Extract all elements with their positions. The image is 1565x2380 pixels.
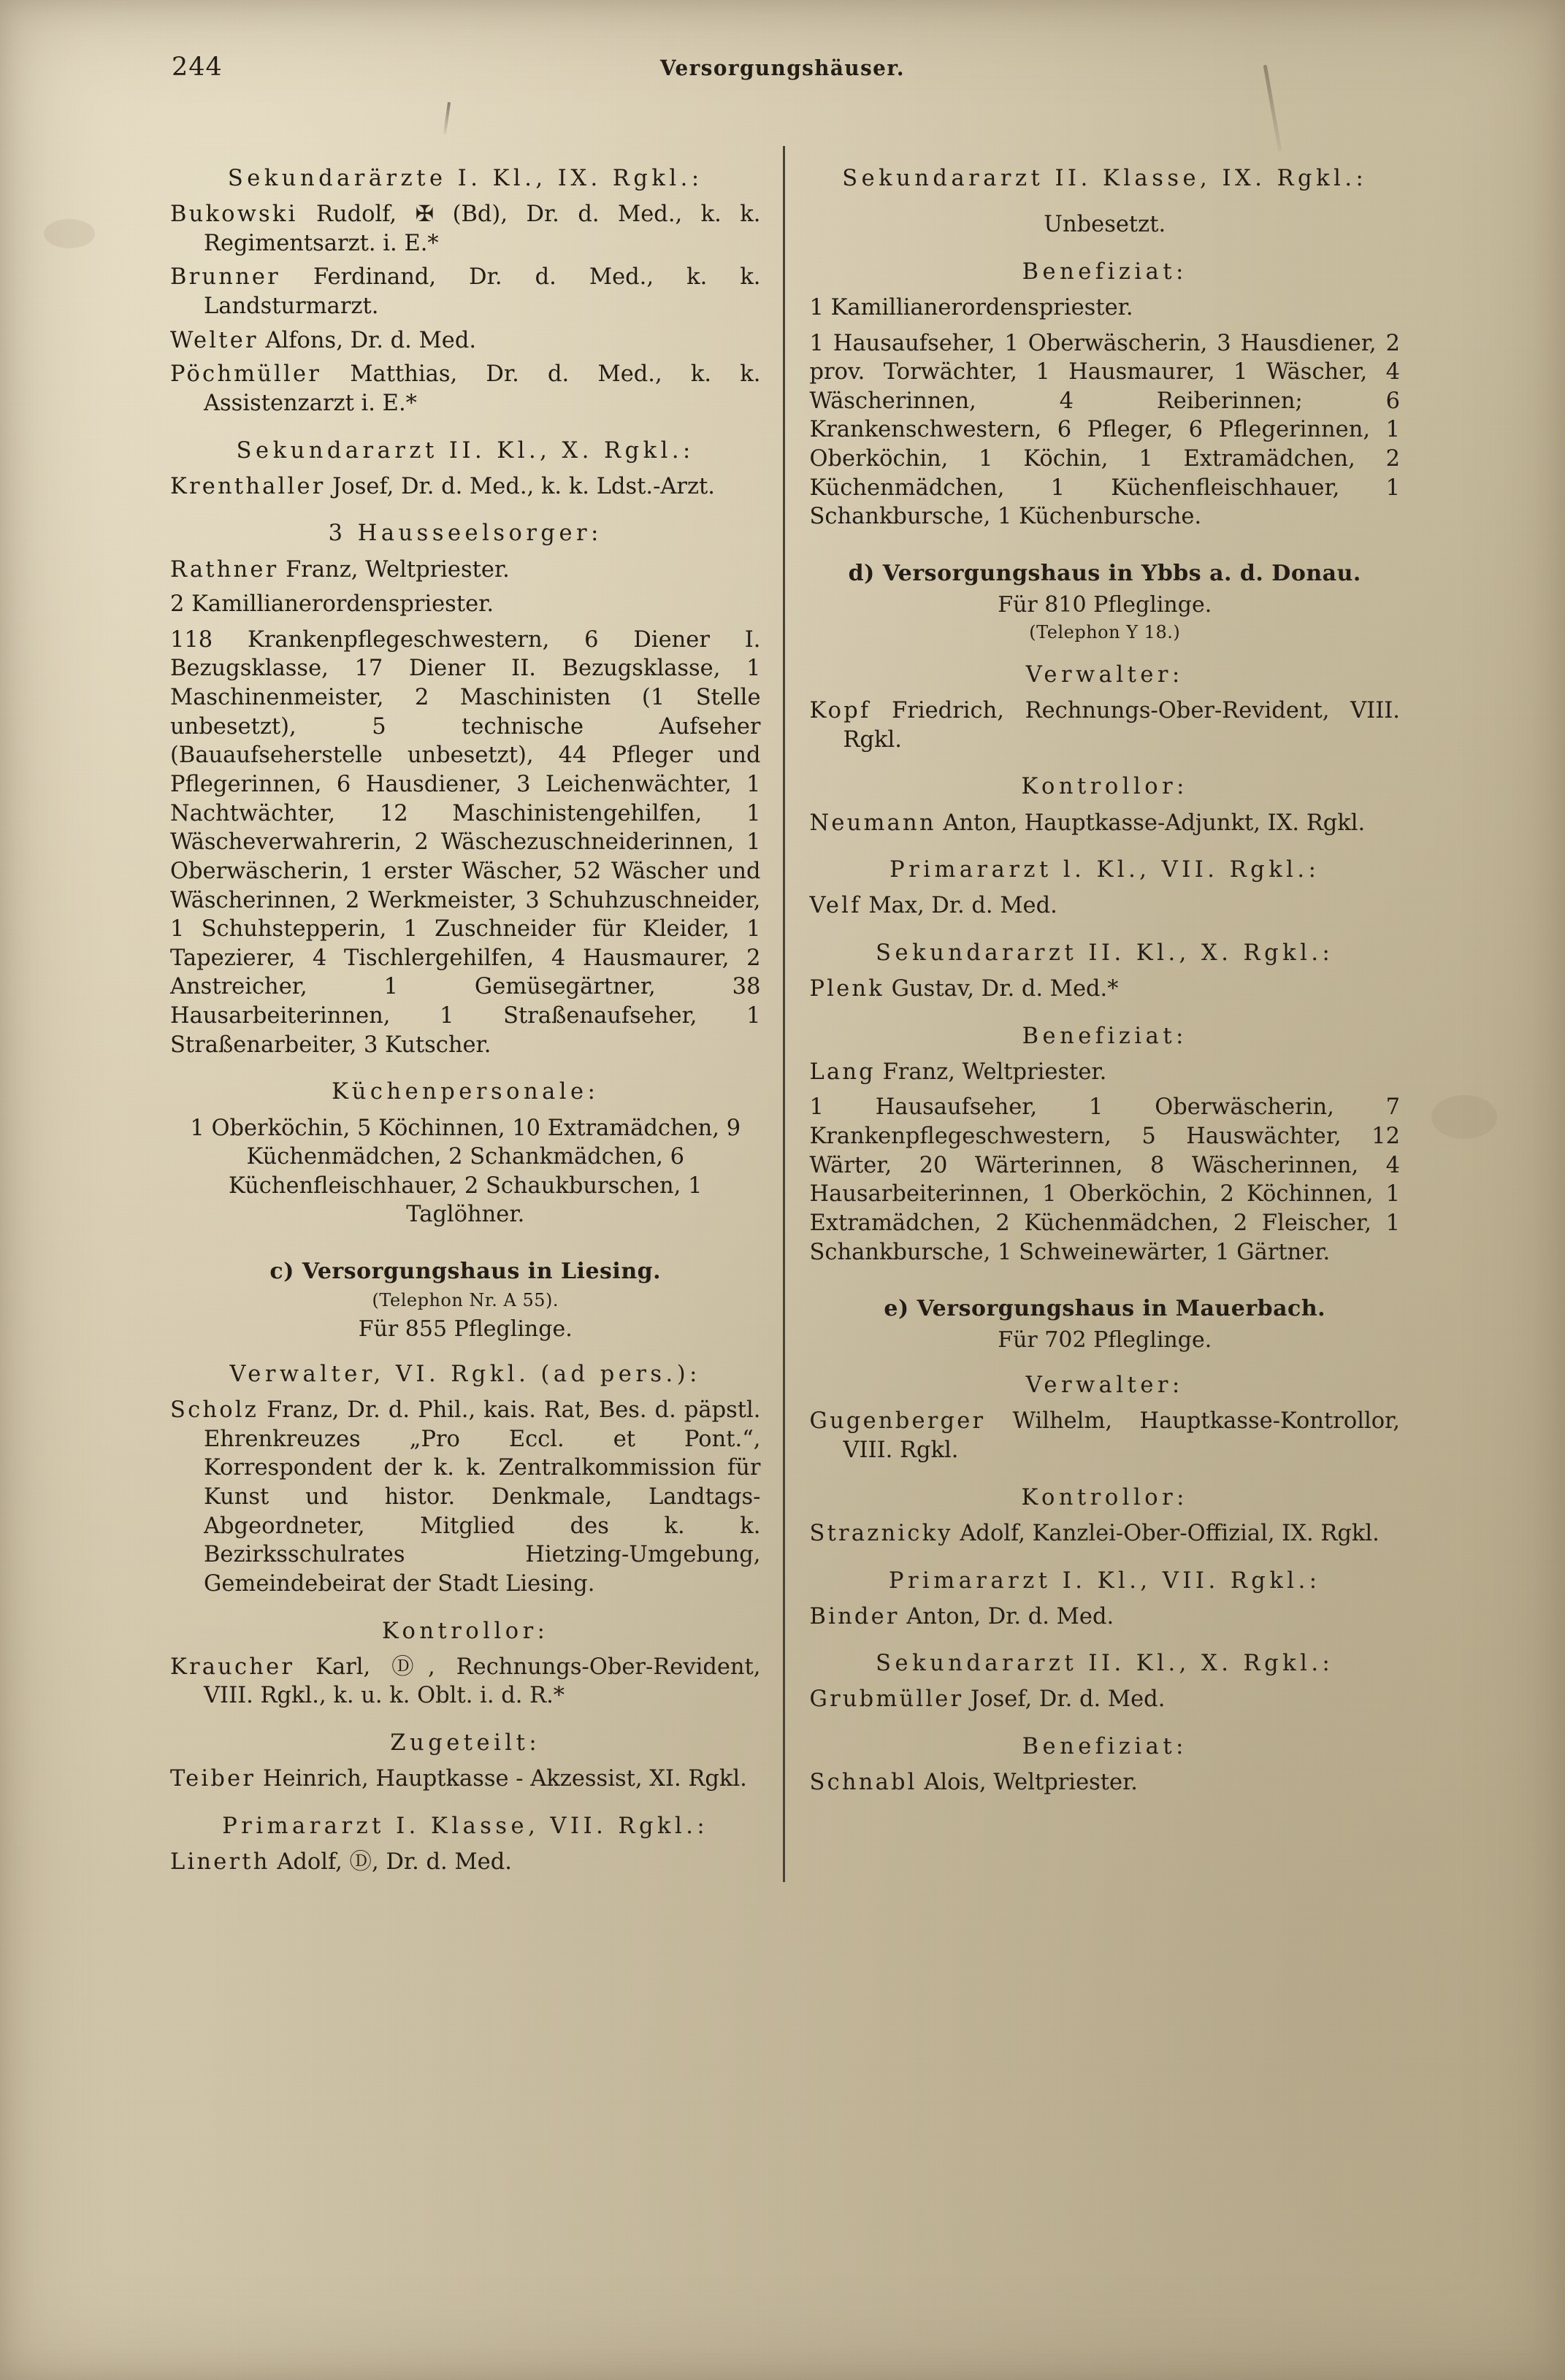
person-details: Rudolf, ✠ (Bd), Dr. d. Med., k. k. Regimentsarzt. i. E.*	[204, 201, 761, 256]
person-entry	[810, 1602, 1401, 1632]
section-heading: Primararzt l. Kl., VII. Rgkl.:	[889, 857, 1320, 883]
staff-paragraph: 1 Hausaufseher, 1 Oberwäscherin, 7 Krankenpflegeschwestern, 5 Hauswächter, 12 Wärter, 20 Wärterinnen, 8 Wäscherinnen, 4 Hausarbeiterinnen, 1 Oberköchin, 2 Köchinnen, 1 Extramädchen, 2 Küchenmädchen, 2 Fleischer, 1 Schankbursche, 1 Schweinewärter, 1 Gärtner.	[809, 1094, 1400, 1265]
person-surname: Rathner	[170, 556, 279, 583]
person-surname: Binder	[809, 1603, 900, 1629]
section-heading: Sekundararzt II. Klasse, IX. Rgkl.:	[842, 166, 1368, 191]
person-details: Matthias, Dr. d. Med., k. k. Assistenzarzt i. E.*	[204, 361, 761, 416]
person-details: Josef, Dr. d. Med., k. k. Ldst.-Arzt.	[332, 473, 716, 499]
section-heading: Benefiziat:	[1022, 1023, 1187, 1049]
section-heading: Verwalter, VI. Rgkl. (ad pers.):	[229, 1362, 701, 1388]
staff-paragraph: 1 Oberköchin, 5 Köchinnen, 10 Extramädchen, 9 Küchenmädchen, 2 Schankmädchen, 6 Küchenfleischhauer, 2 Schaukburschen, 1 Taglöhner.	[190, 1115, 741, 1228]
person-surname: Bukowski	[170, 201, 298, 228]
person-details: Gustav, Dr. d. Med.*	[891, 976, 1119, 1002]
person-entry	[810, 1058, 1401, 1087]
staff-paragraph: 1 Hausaufseher, 1 Oberwäscherin, 3 Hausdiener, 2 prov. Torwächter, 1 Hausmaurer, 1 Wäscher, 4 Wäscherinnen, 4 Reiberinnen; 6 Krankenschwestern, 6 Pfleger, 6 Pflegerinnen, 1 Oberköchin, 1 Köchin, 1 Extramädchen, 2 Küchenmädchen, 1 Küchenfleischhauer, 1 Schankbursche, 1 Küchenbursche.	[809, 330, 1400, 530]
section-heading: 3 Hausseelsorger:	[328, 521, 602, 547]
section-heading: Sekundararzt II. Kl., X. Rgkl.:	[876, 1651, 1334, 1677]
institution-heading: e) Versorgungshaus in Mauerbach.	[884, 1296, 1326, 1322]
person-entry	[170, 200, 761, 258]
section-heading: Benefiziat:	[1022, 258, 1187, 285]
capacity-line: Für 810 Pfleglinge.	[998, 592, 1212, 618]
section-heading: Primararzt I. Kl., VII. Rgkl.:	[888, 1567, 1321, 1594]
section-heading: Kontrollor:	[382, 1618, 549, 1644]
person-surname: Velf	[809, 893, 862, 919]
staff-line: 2 Kamillianerordenspriester.	[170, 591, 494, 618]
right-column	[785, 146, 1407, 1882]
person-entry	[810, 975, 1401, 1004]
person-surname: Schnabl	[809, 1770, 917, 1796]
person-surname: Welter	[170, 327, 259, 353]
person-details: Karl, Ⓓ, Rechnungs-Ober-Revident, VIII. Rgkl., k. u. k. Oblt. i. d. R.*	[204, 1654, 761, 1709]
person-entry	[170, 1396, 761, 1598]
institution-heading: c) Versorgungshaus in Liesing.	[269, 1259, 662, 1285]
person-surname: Kopf	[809, 698, 871, 724]
person-details: Adolf, Ⓓ, Dr. d. Med.	[277, 1849, 512, 1875]
section-heading: Benefiziat:	[1022, 1734, 1187, 1760]
section-heading: Sekundararzt II. Kl., X. Rgkl.:	[876, 940, 1334, 966]
running-head: Versorgungshäuser.	[659, 55, 906, 80]
person-entry	[810, 1407, 1401, 1465]
person-surname: Lang	[809, 1059, 876, 1085]
paper-stain	[1431, 1095, 1497, 1139]
capacity-line: Für 855 Pfleglinge.	[358, 1316, 573, 1343]
person-details: Alfons, Dr. d. Med.	[265, 327, 477, 353]
person-details: Heinrich, Hauptkasse - Akzessist, XI. Rgkl.	[262, 1766, 747, 1792]
section-heading: Verwalter:	[1025, 662, 1184, 688]
capacity-line: Für 702 Pfleglinge.	[998, 1327, 1212, 1354]
person-details: Adolf, Kanzlei-Ober-Offizial, IX. Rgkl.	[960, 1520, 1380, 1546]
person-details: Alois, Weltpriester.	[924, 1770, 1138, 1796]
person-details: Max, Dr. d. Med.	[868, 893, 1057, 919]
person-details: Josef, Dr. d. Med.	[971, 1686, 1166, 1713]
person-details: Anton, Dr. d. Med.	[906, 1603, 1114, 1629]
staff-line: 1 Kamillianerordenspriester.	[809, 294, 1133, 320]
person-surname: Scholz	[170, 1397, 259, 1424]
section-heading: Kontrollor:	[1021, 774, 1188, 800]
person-entry	[170, 556, 761, 585]
person-entry	[170, 1765, 761, 1794]
person-entry	[810, 1768, 1401, 1797]
person-details: Franz, Weltpriester.	[882, 1059, 1107, 1085]
person-details: Friedrich, Rechnungs-Ober-Revident, VIII. Rgkl.	[843, 698, 1400, 753]
section-heading: Kontrollor:	[1021, 1484, 1188, 1510]
person-details: Wilhelm, Hauptkasse-Kontrollor, VIII. Rgkl.	[843, 1408, 1400, 1464]
person-surname: Linerth	[170, 1849, 270, 1875]
page-number: 244	[172, 53, 223, 82]
person-surname: Kraucher	[170, 1654, 295, 1680]
page-header	[153, 53, 1412, 83]
person-details: Franz, Dr. d. Phil., kais. Rat, Bes. d. päpstl. Ehrenkreuzes „Pro Eccl. et Pont.“, Korrespondent der k. k. Zentralkommission für Kunst und histor. Denkmale, Landtags-Abgeordneter, Mitglied des k. k. Bezirksschulrates Hietzing-Umgebung, Gemeindebeirat der Stadt Liesing.	[204, 1397, 761, 1597]
section-subheading: Unbesetzt.	[1044, 212, 1166, 238]
section-heading: Küchenpersonale:	[332, 1079, 600, 1105]
section-heading: Verwalter:	[1025, 1373, 1184, 1399]
person-entry	[170, 263, 761, 320]
telephone-line: (Telephon Nr. A 55).	[372, 1290, 559, 1311]
person-surname: Teiber	[170, 1766, 256, 1792]
person-entry	[170, 472, 761, 502]
section-heading: Primararzt I. Klasse, VII. Rgkl.:	[222, 1813, 709, 1839]
paper-stain	[44, 219, 95, 248]
person-entry	[170, 1848, 761, 1877]
person-entry	[810, 696, 1401, 754]
person-entry	[170, 1653, 761, 1711]
section-heading: Sekundararzt II. Kl., X. Rgkl.:	[236, 437, 695, 464]
institution-heading: d) Versorgungshaus in Ybbs a. d. Donau.	[848, 561, 1361, 587]
person-surname: Brunner	[170, 264, 280, 291]
person-entry	[170, 326, 761, 356]
person-details: Franz, Weltpriester.	[286, 556, 510, 583]
person-surname: Straznicky	[809, 1520, 953, 1546]
person-surname: Plenk	[809, 976, 884, 1002]
text-columns	[164, 146, 1406, 1882]
person-surname: Grubmüller	[809, 1686, 964, 1713]
person-entry	[810, 809, 1401, 838]
person-details: Ferdinand, Dr. d. Med., k. k. Landsturmarzt.	[204, 264, 761, 320]
person-surname: Krenthaller	[170, 473, 326, 499]
staff-paragraph: 118 Krankenpflegeschwestern, 6 Diener I. Bezugsklasse, 17 Diener II. Bezugsklasse, 1 Maschinenmeister, 2 Maschinisten (1 Stelle unbesetzt), 5 technische Aufseher (Bauaufseherstelle unbesetzt), 44 Pfleger und Pflegerinnen, 6 Hausdiener, 3 Leichenwächter, 1 Nachtwächter, 12 Maschinistengehilfen, 1 Wäscheverwahrerin, 2 Wäschezuschneiderinnen, 1 Oberwäscherin, 1 erster Wäscher, 52 Wäscher und Wäscherinnen, 2 Werkmeister, 3 Schuhzuschneider, 1 Schuhstepperin, 1 Zuschneider für Kleider, 1 Tapezierer, 4 Tischlergehilfen, 4 Hausmaurer, 2 Anstreicher, 1 Gemüsegärtner, 38 Hausarbeiterinnen, 1 Straßenaufseher, 1 Straßenarbeiter, 3 Kutscher.	[170, 626, 761, 1058]
person-entry	[810, 1685, 1401, 1714]
person-surname: Neumann	[809, 810, 936, 836]
person-entry	[810, 891, 1401, 921]
section-heading: Zugeteilt:	[390, 1730, 541, 1757]
telephone-line: (Telephon Y 18.)	[1029, 622, 1181, 643]
pen-mark	[443, 102, 451, 134]
person-entry	[810, 1519, 1401, 1548]
person-details: Anton, Hauptkasse-Adjunkt, IX. Rgkl.	[943, 810, 1366, 836]
person-surname: Pöchmüller	[170, 361, 322, 388]
left-column	[164, 146, 785, 1882]
section-heading: Sekundarärzte I. Kl., IX. Rgkl.:	[227, 166, 703, 191]
person-surname: Gugenberger	[809, 1408, 986, 1435]
person-entry	[170, 360, 761, 418]
